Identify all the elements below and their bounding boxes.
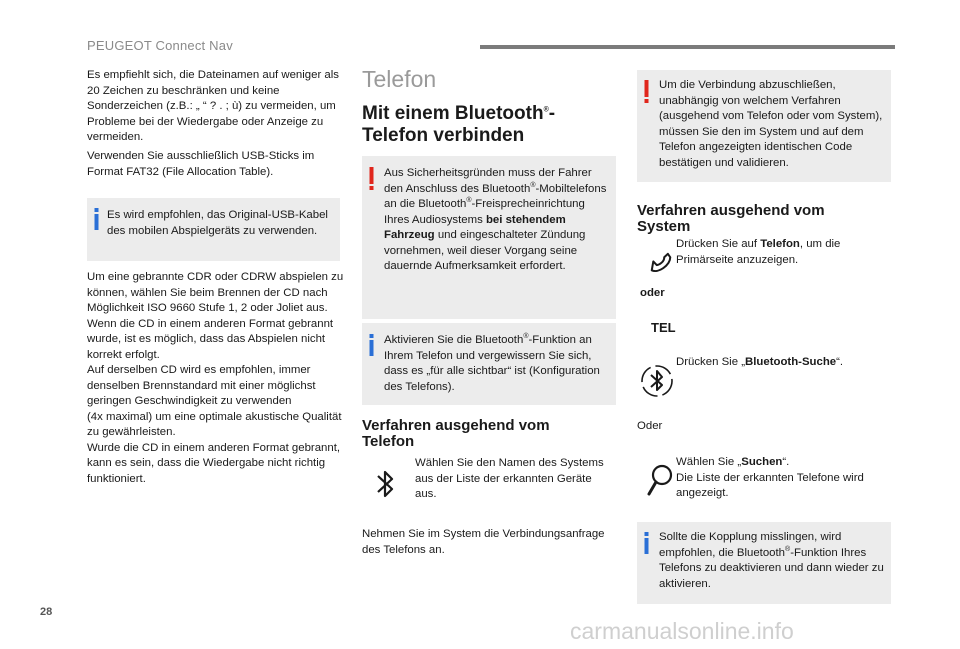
main-heading: Mit einem Bluetooth®- Telefon verbinden <box>362 103 556 146</box>
warning-icon <box>643 80 650 104</box>
bluetooth-icon <box>365 464 405 504</box>
running-header: PEUGEOT Connect Nav <box>87 38 233 53</box>
section-title: Telefon <box>362 66 437 92</box>
info-icon <box>93 208 100 230</box>
paragraph-standard: Auf derselben CD wird es empfohlen, immer denselben Brennstandard mit einer möglichst geringen Geschwindigkeit zu verwenden <box>87 364 316 407</box>
paragraph-format: Wenn die CD in einem anderen Format gebrannt wurde, ist es möglich, dass das Abspielen nicht korrekt erfolgt. <box>87 317 334 361</box>
warning-text: Aus Sicherheitsgründen muss der Fahrer den Anschluss des Bluetooth®-Mobiltelefons an die Bluetooth®-Freisprecheinrichtung Ihres Audiosystems bei stehendem Fahrzeug und eingeschalteter Zündung vornehmen, weil dieser Vorgang seine dauernde Aufmerksamkeit erfordert. <box>384 167 607 272</box>
paragraph-filenames: Es empfiehlt sich, die Dateinamen auf weniger als 20 Zeichen zu beschränken und keine Sonderzeichen (z.B.: „ “ ? . ; ù) zu vermeiden, um Probleme bei der Wiedergabe oder Anzeige zu vermeiden. <box>87 69 339 143</box>
info-text: Es wird empfohlen, das Original-USB-Kabel des mobilen Abspielgeräts zu verwenden. <box>107 209 328 237</box>
warning-icon <box>368 167 375 191</box>
step-bluetooth-search: Drücken Sie „Bluetooth-Suche“. <box>676 356 844 368</box>
sub-heading-phone: Verfahren ausgehend vom Telefon <box>362 417 550 450</box>
paragraph-cdr: Um eine gebrannte CDR oder CDRW abspielen zu können, wählen Sie beim Brennen der CD nach Möglichkeit ISO 9660 Stufe 1, 2 oder Joliet aus. <box>87 271 344 314</box>
cd-paragraphs <box>87 270 345 487</box>
sub-heading-system: Verfahren ausgehend vom System <box>637 202 825 235</box>
paragraph-fat32: Verwenden Sie ausschließlich USB-Sticks im Format FAT32 (File Allocation Table). <box>87 150 315 178</box>
tel-button-label: TEL <box>651 320 676 335</box>
paragraph-quality: (4x maximal) um eine optimale akustische Qualität zu gewährleisten. <box>87 410 342 438</box>
info-icon <box>643 532 650 554</box>
warning-text: Um die Verbindung abzuschließen, unabhängig von welchem Verfahren (ausgehend vom Telefon oder vom System), müssen Sie den im System und auf dem Telefon angezeigten identischen Code bestätigen und validieren. <box>659 79 883 169</box>
info-box-bluetooth <box>362 323 616 405</box>
page-number: 28 <box>40 606 53 618</box>
search-icon <box>640 460 680 500</box>
info-icon <box>368 334 375 356</box>
header-rule <box>480 45 895 49</box>
info-box-usb-cable <box>87 198 340 261</box>
step-search: Wählen Sie „Suchen“. Die Liste der erkannten Telefone wird angezeigt. <box>676 455 886 502</box>
paragraph-accept-request: Nehmen Sie im System die Verbindungsanfrage des Telefons an. <box>362 528 605 556</box>
warning-box-code <box>637 70 891 182</box>
paragraph-other-format: Wurde die CD in einem anderen Format gebrannt, kann es sein, dass die Wiedergabe nicht richtig funktioniert. <box>87 441 341 485</box>
step-press-phone: Drücken Sie auf Telefon, um die Primärseite anzuzeigen. <box>676 238 841 266</box>
info-box-pairing-failed <box>637 522 891 604</box>
step-select-system: Wählen Sie den Namen des Systems aus der Liste der erkannten Geräte aus. <box>415 457 604 500</box>
oder-label: oder <box>640 287 665 299</box>
info-text: Sollte die Kopplung misslingen, wird empfohlen, die Bluetooth®-Funktion Ihres Telefons zu deaktivieren und dann wieder zu aktivieren. <box>659 531 884 590</box>
watermark: carmanualsonline.info <box>570 618 794 644</box>
info-text: Aktivieren Sie die Bluetooth®-Funktion an Ihrem Telefon und vergewissern Sie sich, dass es „für alle sichtbar“ ist (Konfiguration des Telefons). <box>384 333 600 393</box>
step-search-result: Die Liste der erkannten Telefone wird angezeigt. <box>676 471 864 499</box>
warning-box-safety <box>362 156 616 319</box>
bluetooth-search-icon <box>637 361 677 401</box>
oder-text: Oder <box>637 420 663 432</box>
